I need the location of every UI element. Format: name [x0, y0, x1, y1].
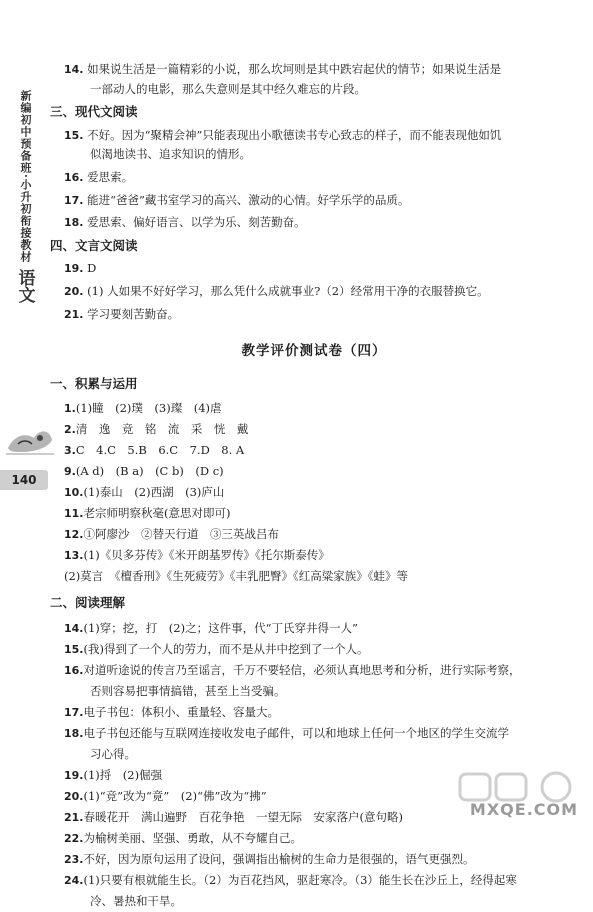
answer-item	[64, 566, 564, 587]
answer-number: 17.	[64, 705, 84, 719]
answer-number: 16.	[64, 170, 84, 184]
answer-text-cont: 习心得。	[90, 746, 136, 761]
answer-item	[64, 282, 564, 302]
answer-text: 电子书包还能与互联网连接收发电子邮件，可以和地球上任何一个地区的学生交流学	[83, 725, 509, 740]
decorative-ink-illustration-icon	[4, 418, 56, 460]
answer-text: (1)瞳 (2)璞 (3)璨 (4)虐	[75, 401, 222, 416]
answer-text: (2)莫言 《檀香刑》《生死疲劳》《丰乳肥臀》《红高粱家族》《蛙》等	[64, 569, 409, 584]
answer-text-cont: 似渴地读书、追求知识的情形。	[90, 147, 251, 162]
section-heading: 二、阅读理解	[50, 595, 126, 611]
answer-text: 如果说生活是一篇精彩的小说，那么坎坷则是其中跌宕起伏的情节；如果说生活是	[87, 62, 502, 76]
page-number-tab	[0, 470, 48, 490]
answer-item	[64, 461, 564, 482]
answer-item	[64, 305, 564, 325]
answer-number: 14.	[64, 63, 84, 76]
answer-number: 22.	[64, 831, 84, 845]
answer-text: ①阿廖沙 ②替天行道 ③三英战吕布	[83, 527, 279, 542]
page-number: 140	[11, 473, 37, 487]
answer-text: (1)《贝多芬传》《米开朗基罗传》《托尔斯泰传》	[83, 548, 330, 563]
answer-item	[64, 213, 564, 233]
answer-text-cont: 否则容易把事情搞错，甚至上当受骗。	[90, 683, 286, 698]
answer-item	[64, 60, 564, 99]
answer-number: 13.	[64, 549, 84, 563]
answer-number: 16.	[64, 663, 84, 677]
answer-item	[64, 398, 564, 419]
answer-text: 能进“爸爸”藏书室学习的高兴、激动的心情。好学乐学的品质。	[87, 192, 410, 207]
answer-number: 17.	[64, 193, 84, 207]
answer-text: (1)“竞”改为“竟” (2)“佛”改为“拂”	[83, 788, 267, 803]
answer-text: 清 逸 竞 铭 流 采 恍 戴	[75, 422, 249, 437]
answer-text: 老宗师明察秋毫(意思对即可)	[83, 506, 231, 521]
answer-item	[64, 440, 564, 461]
answer-text: C 4.C 5.B 6.C 7.D 8. A	[75, 443, 245, 458]
answer-number: 9.	[64, 465, 76, 479]
answer-number: 1.	[64, 402, 76, 416]
series-title: 新编初中预备班·小升初衔接教材	[19, 90, 32, 263]
answer-text-cont: 冷、暑热和干旱。	[90, 893, 182, 908]
answer-text: (1)只要有根就能生长。（2）为百花挡风，驱赶寒冷。（3）能生长在沙丘上，经得起寒	[83, 872, 517, 887]
answer-item	[64, 524, 564, 545]
answer-text: (A d) (B a) (C b) (D c)	[75, 464, 224, 479]
answer-text: (1)泰山 (2)西湖 (3)庐山	[83, 485, 225, 500]
answer-item	[64, 828, 564, 849]
answer-item	[64, 639, 564, 660]
answer-text: 爱思索、偏好语言、以学为乐、刻苦勤奋。	[87, 215, 306, 230]
answer-item	[64, 168, 564, 188]
answer-item	[64, 723, 564, 765]
answer-number: 24.	[64, 873, 84, 887]
answer-number: 3.	[64, 444, 76, 458]
answer-number: 21.	[64, 810, 84, 824]
answer-number: 12.	[64, 528, 84, 542]
answer-text: 春暖花开 满山遍野 百花争艳 一望无际 安家落户(意句略)	[83, 809, 403, 824]
answer-text: 爱思索。	[87, 169, 134, 184]
answer-text: (我)得到了一个人的劳力，而不是从井中挖到了一个人。	[83, 641, 369, 656]
answer-text: 不好。因为“聚精会神”只能表现出小歌德读书专心致志的样子，而不能表现他如饥	[87, 127, 502, 142]
answer-number: 21.	[64, 307, 84, 321]
answer-item	[64, 870, 564, 912]
section-heading: 四、文言文阅读	[50, 237, 138, 253]
answer-item	[64, 419, 564, 440]
answer-text-cont: 一部动人的电影，那么失意则是其中经久难忘的片段。	[90, 81, 366, 96]
answer-number: 10.	[64, 486, 84, 500]
answer-text: (1)穿；挖，打 (2)之；这件事，代“丁氏穿井得一人”	[83, 620, 358, 635]
answer-number: 15.	[64, 128, 84, 142]
answer-number: 19.	[64, 768, 84, 782]
answer-text: 为榆树美丽、坚强、勇敢，从不夸耀自己。	[83, 830, 302, 845]
answer-text: (1) 人如果不好好学习，那么凭什么成就事业?（2）经常用干净的衣服替换它。	[87, 283, 489, 298]
answer-item	[64, 702, 564, 723]
answer-text: 不好，因为原句运用了设问，强调指出榆树的生命力是很强的，语气更强烈。	[83, 851, 475, 866]
answer-text: D	[87, 261, 97, 276]
section-heading: 三、现代文阅读	[50, 104, 138, 120]
answer-item	[64, 191, 564, 211]
answer-number: 18.	[64, 726, 84, 740]
answer-text: (1)捋 (2)倔强	[83, 767, 163, 782]
subject-label: 语文	[14, 268, 35, 303]
answer-item	[64, 126, 564, 165]
answer-item	[64, 482, 564, 503]
exam-title: 教学评价测试卷（四）	[241, 343, 387, 360]
answer-item	[64, 545, 564, 566]
watermark-text: MXQE.COM	[469, 800, 579, 819]
answer-text: 对道听途说的传言乃至谣言，千万不要轻信，必须认真地思考和分析，进行实际考察，	[83, 662, 521, 677]
answer-number: 11.	[64, 507, 84, 521]
answer-number: 19.	[64, 262, 84, 276]
answer-number: 18.	[64, 216, 84, 230]
answer-number: 20.	[64, 284, 84, 298]
sidebar	[10, 90, 40, 303]
section-heading: 一、积累与运用	[50, 375, 138, 391]
answer-item	[64, 618, 564, 639]
answer-number: 2.	[64, 423, 76, 437]
answer-number: 14.	[64, 621, 84, 635]
answer-item	[64, 503, 564, 524]
answer-item	[64, 849, 564, 870]
answer-item	[64, 660, 564, 702]
answer-item	[64, 259, 564, 279]
answer-number: 23.	[64, 852, 84, 866]
answer-number: 15.	[64, 642, 84, 656]
answer-text: 电子书包：体积小、重量轻、容量大。	[83, 704, 279, 719]
answer-number: 20.	[64, 789, 84, 803]
answer-text: 学习要刻苦勤奋。	[87, 306, 180, 321]
